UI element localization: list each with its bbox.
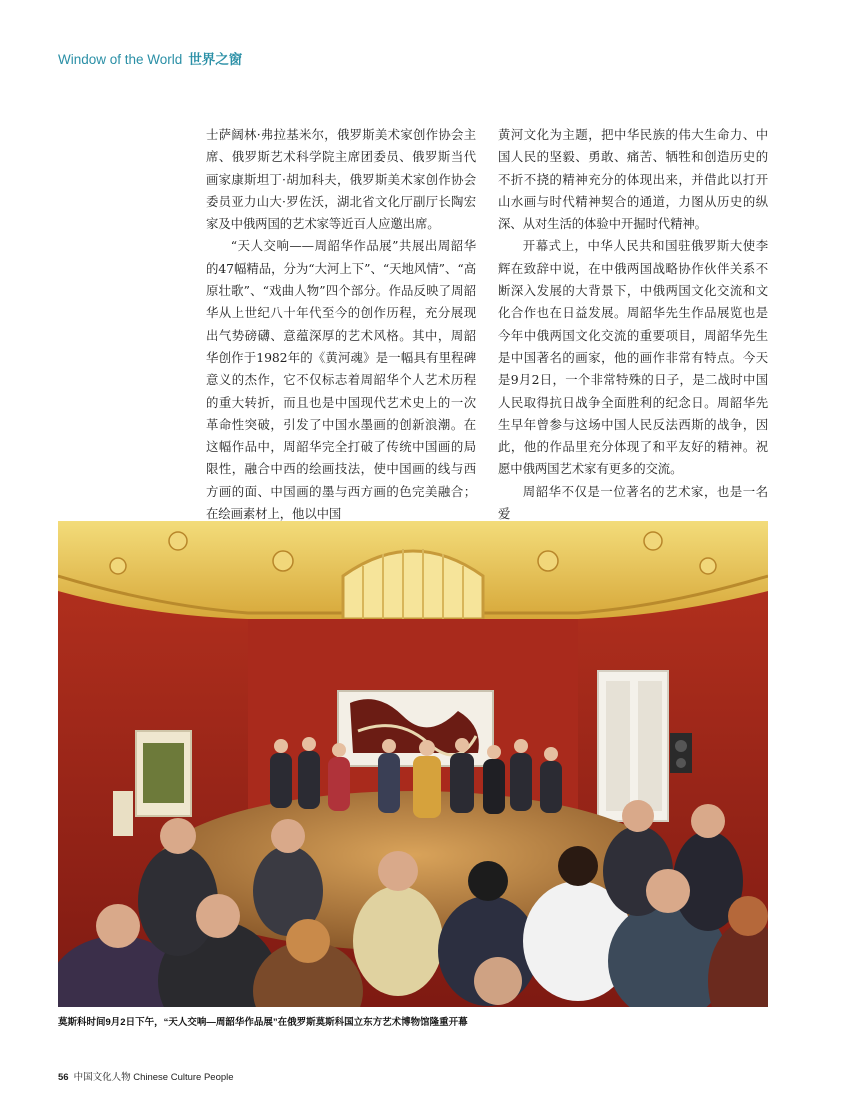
section-header — [58, 48, 242, 68]
article-column-left — [206, 124, 476, 525]
publication-name: 中国文化人物 Chinese Culture People — [73, 1072, 234, 1083]
exhibition-hall-illustration — [58, 521, 768, 1007]
page-footer — [58, 1069, 234, 1083]
section-title-en: Window of the World — [58, 52, 183, 67]
paragraph: 士萨阔林·弗拉基米尔，俄罗斯美术家创作协会主席、俄罗斯艺术科学院主席团委员、俄罗斯当代画家康斯坦丁·胡加科夫，俄罗斯美术家创作协会委员亚力山大·罗佐沃，湖北省文化厅副厅长陶宏家及中俄两国的艺术家等近百人应邀出席。 — [206, 127, 476, 232]
exhibition-photo — [58, 521, 768, 1007]
section-title-cn: 世界之窗 — [188, 52, 243, 67]
article-column-right — [498, 124, 768, 525]
paragraph: 黄河文化为主题，把中华民族的伟大生命力、中国人民的坚毅、勇敢、痛苦、牺牲和创造历史的不折不挠的精神充分的体现出来，并借此以打开山水画与时代精神契合的通道，力图从历史的纵深、从对生活的体验中开掘时代精神。 — [498, 127, 768, 232]
page-number: 56 — [58, 1072, 69, 1083]
photo-caption: 莫斯科时间9月2日下午，“天人交响—周韶华作品展”在俄罗斯莫斯科国立东方艺术博物馆隆重开幕 — [58, 1017, 468, 1028]
paragraph: “天人交响——周韶华作品展”共展出周韶华的47幅精品，分为“大河上下”、“天地风情”、“高原壮歌”、“戏曲人物”四个部分。作品反映了周韶华从上世纪八十年代至今的创作历程，充分展现出气势磅礴、意蕴深厚的艺术风格。其中，周韶华创作于1982年的《黄河魂》是一幅具有里程碑意义的杰作，它不仅标志着周韶华个人艺术历程的重大转折，而且也是中国现代艺术史上的一次革命性突破，引发了中国水墨画的创新浪潮。在这幅作品中，周韶华完全打破了传统中国画的局限性，融合中西的绘画技法，使中国画的线与西方画的面、中国画的墨与西方画的色完美融合；在绘画素材上，他以中国 — [206, 238, 476, 522]
paragraph: 周韶华不仅是一位著名的艺术家，也是一名爱 — [498, 483, 768, 522]
paragraph: 开幕式上，中华人民共和国驻俄罗斯大使李辉在致辞中说，在中俄两国战略协作伙伴关系不断深入发展的大背景下，中俄两国文化交流和文化合作也在日益发展。周韶华先生作品展览也是今年中俄两国文化交流的重要项目，周韶华先生是中国著名的画家，他的画作非常有特点。今天是9月2日，一个非常特殊的日子，是二战时中国人民取得抗日战争全面胜利的纪念日。周韶华先生早年曾参与这场中国人民反法西斯的战争，因此，他的作品里充分体现了和平友好的精神。祝愿中俄两国艺术家有更多的交流。 — [498, 238, 768, 477]
